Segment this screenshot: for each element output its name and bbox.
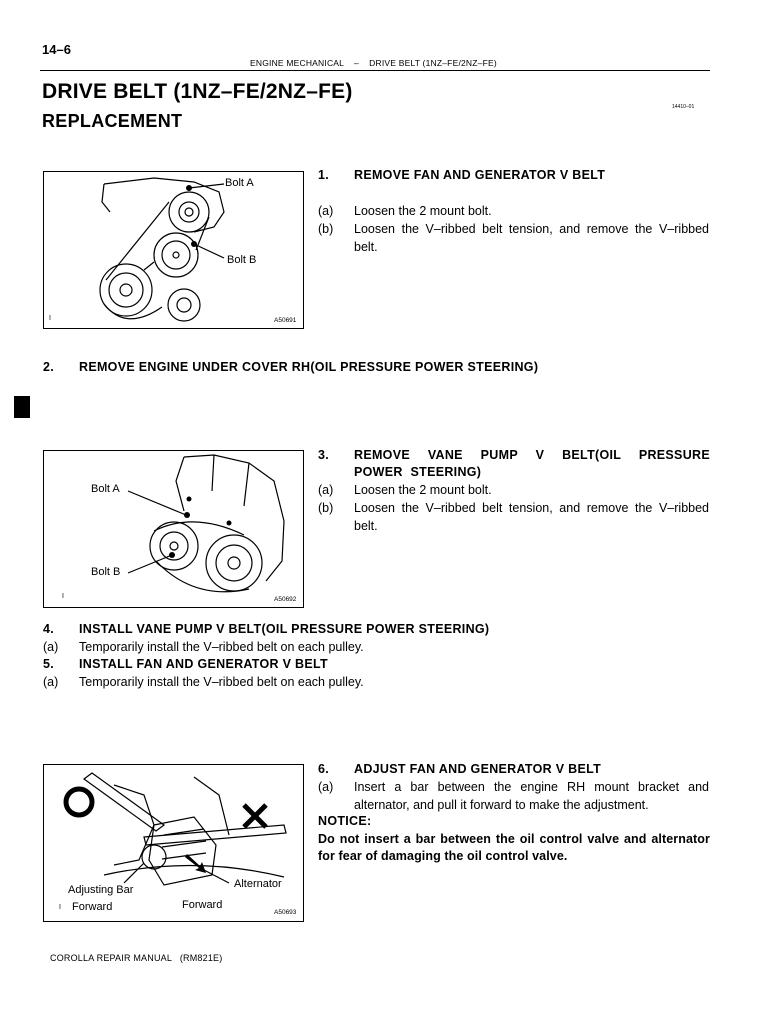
step-5-heading: 5. INSTALL FAN AND GENERATOR V BELT [43, 657, 328, 671]
engine-pulley-illustration-1 [44, 172, 303, 328]
step-3-substep-b: (b) Loosen the V–ribbed belt tension, and remove the V–ribbed belt. [318, 501, 709, 533]
figure-adjust-belt [43, 764, 304, 922]
section-code: 14410–01 [672, 104, 695, 110]
figure-id: A50692 [274, 596, 297, 603]
step-1-substep-b: (b) Loosen the V–ribbed belt tension, and remove the V–ribbed belt. [318, 222, 709, 254]
header-rule [40, 70, 710, 71]
engine-pulley-illustration-2 [44, 451, 303, 607]
step-6-substep-a: (a) Insert a bar between the engine RH mount bracket and alternator, and pull it forward to make the adjustment. [318, 780, 709, 812]
label-bolt-b: Bolt B [91, 566, 121, 578]
figure-vane-pump-belt [43, 450, 304, 608]
figure-fan-generator-belt [43, 171, 304, 329]
step-1-substep-a: (a) Loosen the 2 mount bolt. [318, 204, 492, 218]
page-subtitle: REPLACEMENT [42, 111, 183, 131]
figure-mark: I [49, 315, 51, 322]
step-1-heading: 1. REMOVE FAN AND GENERATOR V BELT [318, 168, 606, 182]
label-bolt-a: Bolt A [91, 483, 120, 495]
adjusting-bar-illustration [44, 765, 303, 921]
notice-label: NOTICE: [318, 814, 372, 828]
figure-mark: I [59, 904, 61, 911]
forward-arrow-icon [185, 854, 206, 873]
correct-circle-icon [66, 789, 92, 815]
label-alternator: Alternator [234, 878, 282, 890]
label-forward-bar: Forward [72, 901, 113, 913]
figure-id: A50693 [274, 909, 297, 916]
label-adjusting-bar: Adjusting Bar [68, 884, 134, 896]
label-bolt-a: Bolt A [225, 177, 254, 189]
step-6-heading: 6. ADJUST FAN AND GENERATOR V BELT [318, 762, 602, 776]
page-title: DRIVE BELT (1NZ–FE/2NZ–FE) [42, 80, 353, 103]
step-2-heading: 2. REMOVE ENGINE UNDER COVER RH(OIL PRESSURE POWER STEERING) [43, 360, 539, 374]
page-footer: COROLLA REPAIR MANUAL (RM821E) [50, 953, 223, 963]
figure-id: A50691 [274, 317, 297, 324]
step-4-heading: 4. INSTALL VANE PUMP V BELT(OIL PRESSURE POWER STEERING) [43, 622, 490, 636]
notice-text: Do not insert a bar between the oil control valve and alternator for fear of damaging the oil control valve. [318, 832, 710, 863]
page-number: 14–6 [42, 42, 71, 57]
step-3-substep-a: (a) Loosen the 2 mount bolt. [318, 483, 492, 497]
running-head: ENGINE MECHANICAL – DRIVE BELT (1NZ–FE/2NZ–FE) [250, 58, 497, 68]
label-bolt-b: Bolt B [227, 254, 257, 266]
figure-mark: I [62, 593, 64, 600]
step-4-substep-a: (a) Temporarily install the V–ribbed belt on each pulley. [43, 640, 364, 654]
step-3-heading: 3. REMOVE VANE PUMP V BELT(OIL PRESSURE POWER STEERING) [318, 448, 710, 479]
step-5-substep-a: (a) Temporarily install the V–ribbed belt on each pulley. [43, 675, 364, 689]
margin-tab-mark [14, 396, 30, 418]
incorrect-x-icon [244, 805, 266, 827]
label-forward-arrow: Forward [182, 899, 223, 911]
